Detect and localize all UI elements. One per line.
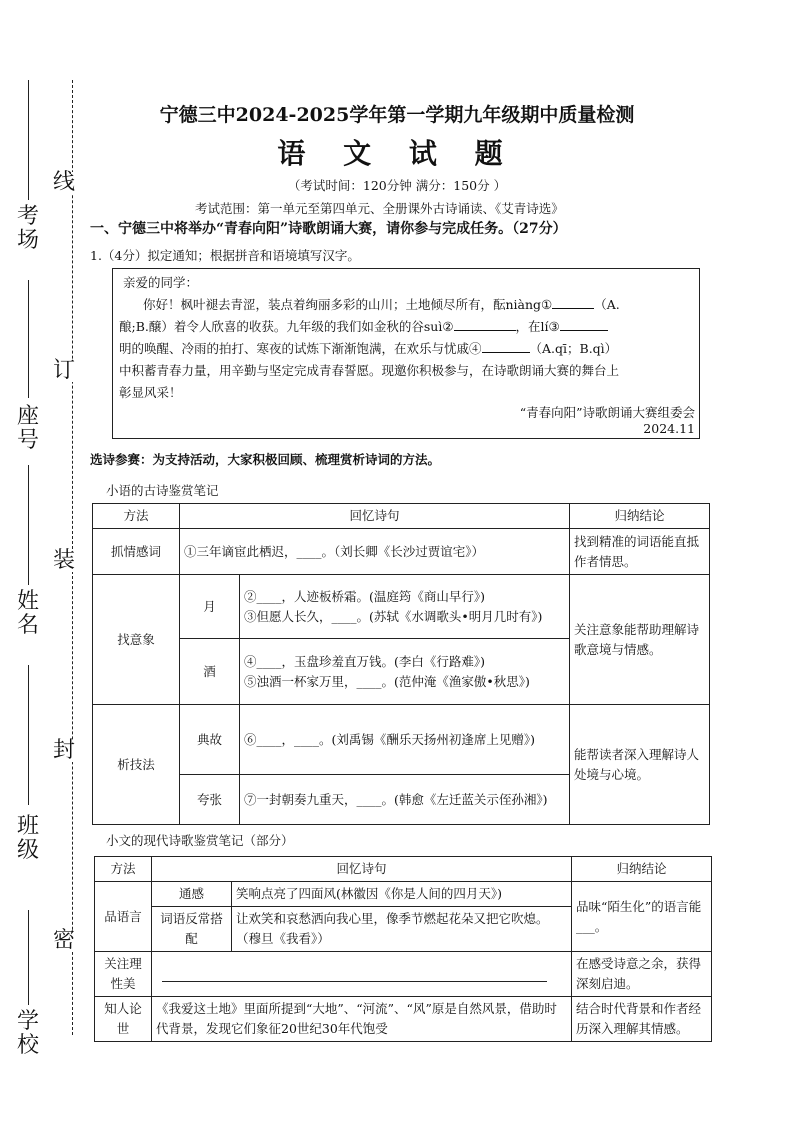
blank-1[interactable] xyxy=(552,296,594,309)
notice-line-2: 酿;B.醸）着令人欣喜的收获。九年级的我们如金秋的谷suì② ，在lí③ xyxy=(119,317,608,335)
label-seat: 座号 xyxy=(16,404,39,453)
sub-synesthesia: 通感 xyxy=(152,882,232,907)
method-rational-beauty: 关注理性美 xyxy=(95,952,152,997)
method-emotion-words: 抓情感词 xyxy=(93,529,180,575)
method-know-author: 知人论世 xyxy=(95,997,152,1042)
task-title: 选诗参赛：为支持活动，大家积极回顾、梳理赏析诗词的方法。 xyxy=(90,452,441,467)
blank-3[interactable] xyxy=(560,318,608,331)
label-class: 班级 xyxy=(16,814,39,863)
table2-caption: 小文的现代诗歌鉴赏笔记（部分） xyxy=(106,833,294,848)
binding-mark-mi: 密 xyxy=(52,928,75,953)
notice-box xyxy=(112,268,700,439)
header-poem: 回忆诗句 xyxy=(180,504,570,529)
notice-line-1: 你好！枫叶褪去青涩，装点着绚丽多彩的山川；土地倾尽所有，酝niàng① （A. xyxy=(143,297,620,312)
binding-mark-xian: 线 xyxy=(52,170,75,195)
sub-allusion: 典故 xyxy=(180,705,240,775)
sub-exaggeration: 夸张 xyxy=(180,775,240,825)
name-fill-line[interactable] xyxy=(28,465,29,585)
poem-collocation: 让欢笑和哀愁洒向我心里，像季节燃起花朵又把它吹熄。（穆旦《我看》） xyxy=(232,907,572,952)
binding-mark-zhuang: 装 xyxy=(52,548,75,573)
header2-method: 方法 xyxy=(95,857,152,882)
conclusion-rational: 在感受诗意之余，获得深刻启迪。 xyxy=(572,952,712,997)
conclusion-2: 关注意象能帮助理解诗歌意境与情感。 xyxy=(570,575,710,705)
answer-rational-beauty[interactable] xyxy=(152,952,572,997)
subject-title: 语 文 试 题 xyxy=(277,137,517,170)
notice-line-4: 中积蓄青春力量，用辛勤与坚定完成青春誓愿。现邀你积极参与，在诗歌朗诵大赛的舞台上 xyxy=(119,363,620,378)
modern-poetry-table xyxy=(94,856,712,1042)
method-language: 品语言 xyxy=(95,882,152,952)
binding-mark-ding: 订 xyxy=(52,358,75,383)
binding-mark-feng: 封 xyxy=(52,738,75,763)
sub-moon: 月 xyxy=(180,575,240,639)
notice-line-5: 彰显风采！ xyxy=(119,385,182,400)
blank-4[interactable] xyxy=(482,340,530,353)
poem-synesthesia: 笑响点亮了四面风(林徽因《你是人间的四月天》) xyxy=(232,882,572,907)
poem-land: 《我爱这土地》里面所提到“大地”、“河流”、“风”原是自然风景，借助时代背景，发现它们象征20世纪30年代饱受 xyxy=(152,997,572,1042)
label-school: 学校 xyxy=(16,1009,39,1058)
poem-wine[interactable]: ④____，玉盘珍羞直万钱。(李白《行路难》) ⑤浊酒一杯家万里，____。(范仲淹《渔家傲•秋思》) xyxy=(240,639,570,705)
section-title: 一、宁德三中将举办“青春向阳”诗歌朗诵大赛，请你参与完成任务。（27分） xyxy=(90,221,567,237)
table1-caption: 小语的古诗鉴赏笔记 xyxy=(106,483,219,498)
sub-unusual-collocation: 词语反常搭配 xyxy=(152,907,232,952)
poem-allusion[interactable]: ⑥____，____。(刘禹锡《酬乐天扬州初逢席上见赠》) xyxy=(240,705,570,775)
label-name: 姓名 xyxy=(16,589,39,638)
poem-moon[interactable]: ②____，人迹板桥霜。(温庭筠《商山早行》) ③但愿人长久，____。(苏轼《水调歌头•明月几时有》) xyxy=(240,575,570,639)
exam-title: 宁德三中2024-2025学年第一学期九年级期中质量检测 xyxy=(159,104,635,126)
seat-fill-line[interactable] xyxy=(28,280,29,398)
conclusion-1: 找到精准的词语能直抵作者情思。 xyxy=(570,529,710,575)
blank-2[interactable] xyxy=(454,318,516,331)
ancient-poetry-table xyxy=(92,503,710,825)
header2-conclusion: 归纳结论 xyxy=(572,857,712,882)
exam-time-info: （考试时间：120分钟 满分：150分 ） xyxy=(287,178,507,193)
class-fill-line[interactable] xyxy=(28,665,29,805)
notice-line-3: 明的唤醒、冷雨的拍打、寒夜的试炼下渐渐饱满，在欢乐与忧戚④ （A.qī；B.qì） xyxy=(119,341,618,356)
label-room: 考场 xyxy=(16,204,39,253)
exam-scope: 考试范围：第一单元至第四单元、全册课外古诗诵读、《艾青诗选》 xyxy=(195,201,564,216)
method-imagery: 找意象 xyxy=(93,575,180,705)
conclusion-3: 能帮读者深入理解诗人处境与心境。 xyxy=(570,705,710,825)
conclusion-language[interactable]: 品味“陌生化”的语言能___。 xyxy=(572,882,712,952)
school-fill-line[interactable] xyxy=(28,910,29,1005)
notice-date: 2024.11 xyxy=(643,421,695,436)
sub-wine: 酒 xyxy=(180,639,240,705)
header-method: 方法 xyxy=(93,504,180,529)
notice-greeting: 亲爱的同学： xyxy=(123,275,199,290)
method-technique: 析技法 xyxy=(93,705,180,825)
conclusion-context: 结合时代背景和作者经历深入理解其情感。 xyxy=(572,997,712,1042)
poem-exaggeration[interactable]: ⑦一封朝奏九重天，____。(韩愈《左迁蓝关示侄孙湘》) xyxy=(240,775,570,825)
poem-1[interactable]: ①三年谪宦此栖迟，____。（刘长卿《长沙过贾谊宅》） xyxy=(180,529,570,575)
header2-poem: 回忆诗句 xyxy=(152,857,572,882)
question-1: 1.（4分）拟定通知；根据拼音和语境填写汉字。 xyxy=(90,248,360,263)
header-conclusion: 归纳结论 xyxy=(570,504,710,529)
notice-signature: “青春向阳”诗歌朗诵大赛组委会 xyxy=(519,405,695,420)
